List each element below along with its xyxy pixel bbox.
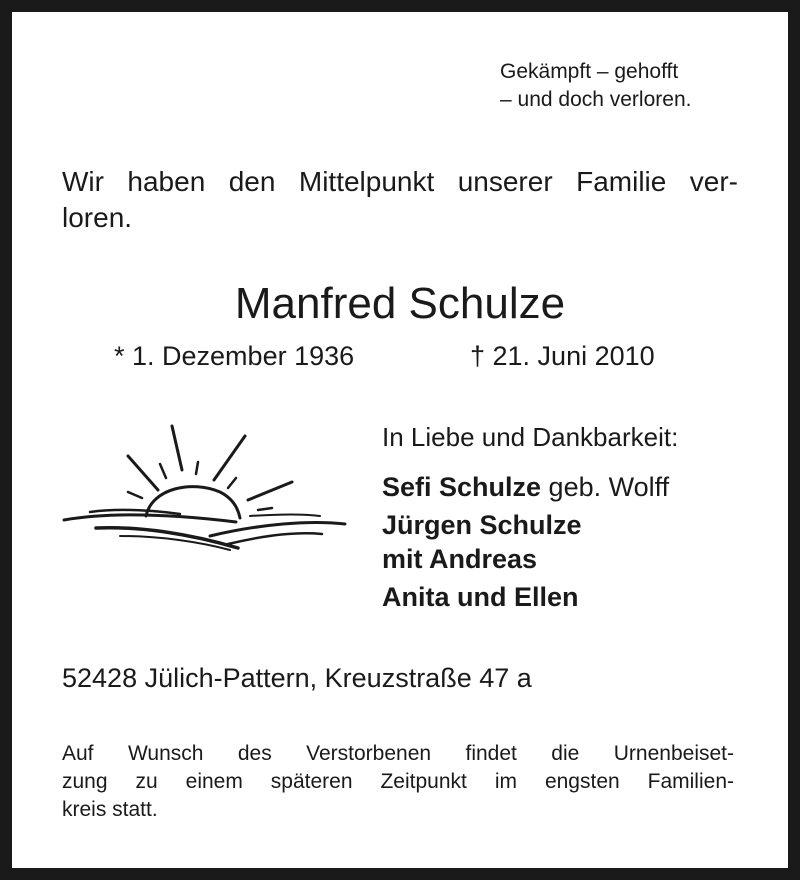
- notice-line-1: Auf Wunsch des Verstorbenen findet die Urnenbeiset-: [62, 742, 734, 765]
- motto-line-1: Gekämpft – gehofft: [500, 60, 679, 83]
- mourner-sefi: [382, 470, 669, 504]
- intro-line-1: Wir haben den Mittelpunkt unserer Familie ver-: [62, 166, 738, 197]
- mourner-anita-ellen: Anita und Ellen: [382, 582, 579, 612]
- mourners-list: [382, 470, 669, 614]
- motto-line-2: – und doch verloren.: [500, 88, 692, 111]
- birth-date: * 1. Dezember 1936: [114, 341, 355, 371]
- mourner-juergen: Jürgen Schulze: [382, 510, 582, 540]
- mourner-andreas: mit Andreas: [382, 544, 538, 574]
- deceased-name: Manfred Schulze: [234, 279, 566, 328]
- intro-line-2: loren.: [62, 202, 133, 233]
- mourner-sefi-maiden: geb. Wolff: [541, 472, 670, 502]
- sunset-icon: [60, 418, 350, 563]
- thanks-heading: In Liebe und Dankbarkeit:: [382, 422, 679, 452]
- notice-line-2: zung zu einem späteren Zeitpunkt im engsten Familien-: [62, 770, 734, 793]
- notice-line-3: kreis statt.: [62, 798, 158, 821]
- burial-notice: [62, 740, 734, 824]
- death-date: † 21. Juni 2010: [470, 341, 655, 371]
- address: 52428 Jülich-Pattern, Kreuzstraße 47 a: [62, 663, 532, 693]
- intro-text: [62, 164, 738, 236]
- motto: [500, 58, 691, 114]
- mourner-sefi-name: Sefi Schulze: [382, 472, 542, 502]
